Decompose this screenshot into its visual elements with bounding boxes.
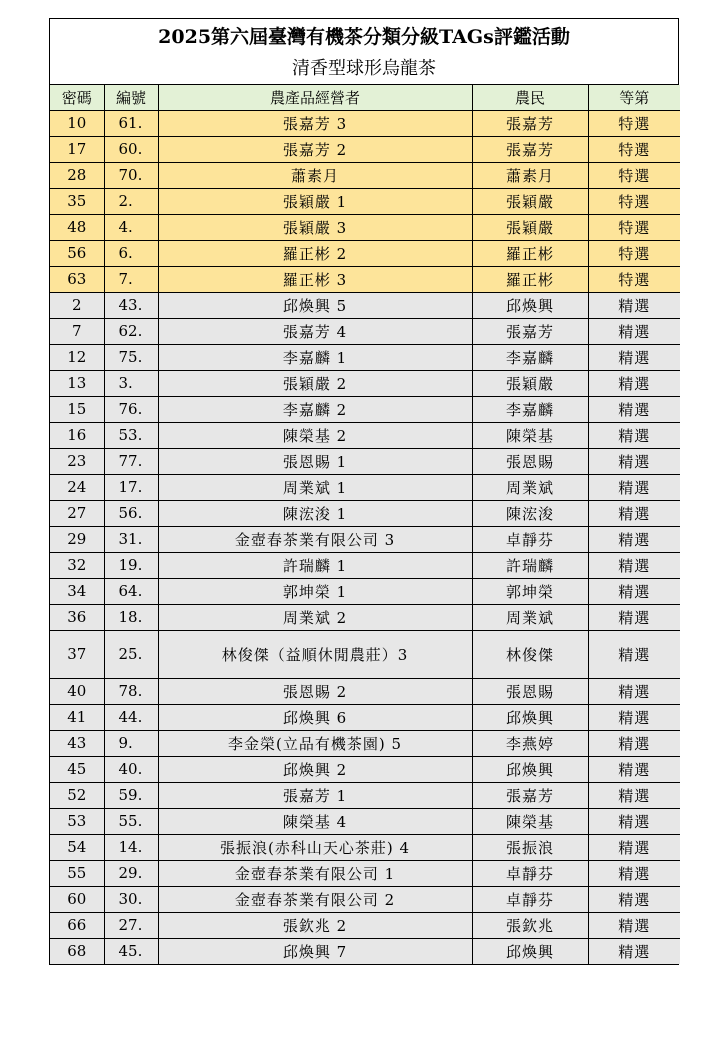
- table-row: [50, 422, 680, 448]
- cell-farmer: 張欽兆: [472, 912, 588, 938]
- cell-farmer: 蕭素月: [472, 162, 588, 188]
- table-row: [50, 240, 680, 266]
- cell-farmer: 羅正彬: [472, 266, 588, 292]
- cell-farmer: 許瑞麟: [472, 552, 588, 578]
- cell-operator: 金壺春茶業有限公司 2: [158, 886, 472, 912]
- cell-grade: 精選: [588, 730, 680, 756]
- table-row: [50, 162, 680, 188]
- table-row: [50, 938, 680, 964]
- table-row: [50, 318, 680, 344]
- cell-number: 3.: [104, 370, 158, 396]
- cell-operator: 張穎嚴 2: [158, 370, 472, 396]
- cell-farmer: 張穎嚴: [472, 370, 588, 396]
- table-row: [50, 912, 680, 938]
- cell-number: 62.: [104, 318, 158, 344]
- cell-code: 53: [50, 808, 104, 834]
- table-row: [50, 886, 680, 912]
- cell-grade: 精選: [588, 552, 680, 578]
- cell-grade: 精選: [588, 448, 680, 474]
- cell-operator: 張恩賜 2: [158, 678, 472, 704]
- cell-number: 56.: [104, 500, 158, 526]
- cell-farmer: 邱煥興: [472, 704, 588, 730]
- cell-number: 55.: [104, 808, 158, 834]
- cell-grade: 精選: [588, 370, 680, 396]
- table-row: [50, 578, 680, 604]
- cell-number: 61.: [104, 110, 158, 136]
- cell-grade: 精選: [588, 396, 680, 422]
- cell-code: 60: [50, 886, 104, 912]
- table-row: [50, 396, 680, 422]
- cell-farmer: 周業斌: [472, 604, 588, 630]
- table-row: [50, 630, 680, 678]
- results-sheet: [49, 18, 679, 965]
- table-row: [50, 110, 680, 136]
- table-row: [50, 448, 680, 474]
- table-row: [50, 292, 680, 318]
- cell-operator: 李嘉麟 1: [158, 344, 472, 370]
- cell-grade: 特選: [588, 110, 680, 136]
- cell-number: 17.: [104, 474, 158, 500]
- cell-operator: 張穎嚴 1: [158, 188, 472, 214]
- cell-farmer: 郭坤榮: [472, 578, 588, 604]
- table-row: [50, 678, 680, 704]
- table-row: [50, 756, 680, 782]
- cell-grade: 特選: [588, 266, 680, 292]
- table-row: [50, 344, 680, 370]
- table-row: [50, 136, 680, 162]
- cell-code: 36: [50, 604, 104, 630]
- cell-operator: 李嘉麟 2: [158, 396, 472, 422]
- cell-farmer: 周業斌: [472, 474, 588, 500]
- cell-operator: 邱煥興 6: [158, 704, 472, 730]
- cell-code: 16: [50, 422, 104, 448]
- cell-code: 13: [50, 370, 104, 396]
- cell-operator: 張振浪(赤科山天心茶莊) 4: [158, 834, 472, 860]
- cell-code: 15: [50, 396, 104, 422]
- cell-operator: 張嘉芳 4: [158, 318, 472, 344]
- cell-code: 66: [50, 912, 104, 938]
- cell-number: 53.: [104, 422, 158, 448]
- header-row: [50, 85, 680, 110]
- cell-grade: 精選: [588, 500, 680, 526]
- table-row: [50, 266, 680, 292]
- cell-grade: 精選: [588, 344, 680, 370]
- table-row: [50, 188, 680, 214]
- cell-farmer: 張嘉芳: [472, 136, 588, 162]
- cell-operator: 張穎嚴 3: [158, 214, 472, 240]
- cell-code: 68: [50, 938, 104, 964]
- cell-code: 35: [50, 188, 104, 214]
- table-row: [50, 370, 680, 396]
- cell-operator: 張恩賜 1: [158, 448, 472, 474]
- cell-operator: 陳榮基 4: [158, 808, 472, 834]
- table-row: [50, 834, 680, 860]
- table-row: [50, 500, 680, 526]
- cell-farmer: 李嘉麟: [472, 396, 588, 422]
- cell-operator: 林俊傑（益順休閒農莊）3: [158, 630, 472, 678]
- cell-operator: 金壺春茶業有限公司 1: [158, 860, 472, 886]
- cell-grade: 精選: [588, 834, 680, 860]
- cell-code: 52: [50, 782, 104, 808]
- page-title: 2025第六屆臺灣有機茶分類分級TAGs評鑑活動: [158, 26, 570, 48]
- cell-code: 55: [50, 860, 104, 886]
- cell-operator: 陳榮基 2: [158, 422, 472, 448]
- cell-operator: 蕭素月: [158, 162, 472, 188]
- cell-grade: 精選: [588, 756, 680, 782]
- results-table: [50, 85, 680, 964]
- cell-number: 40.: [104, 756, 158, 782]
- table-row: [50, 526, 680, 552]
- cell-code: 7: [50, 318, 104, 344]
- cell-operator: 金壺春茶業有限公司 3: [158, 526, 472, 552]
- cell-number: 4.: [104, 214, 158, 240]
- cell-farmer: 陳榮基: [472, 808, 588, 834]
- cell-operator: 陳浤浚 1: [158, 500, 472, 526]
- cell-operator: 李金榮(立品有機茶園) 5: [158, 730, 472, 756]
- cell-code: 37: [50, 630, 104, 678]
- cell-farmer: 張嘉芳: [472, 782, 588, 808]
- cell-farmer: 張振浪: [472, 834, 588, 860]
- cell-grade: 精選: [588, 422, 680, 448]
- cell-code: 48: [50, 214, 104, 240]
- table-row: [50, 730, 680, 756]
- cell-farmer: 邱煥興: [472, 938, 588, 964]
- cell-grade: 特選: [588, 188, 680, 214]
- cell-grade: 精選: [588, 604, 680, 630]
- column-header-grade: 等第: [588, 85, 680, 110]
- cell-grade: 精選: [588, 630, 680, 678]
- cell-grade: 精選: [588, 704, 680, 730]
- table-row: [50, 474, 680, 500]
- cell-code: 29: [50, 526, 104, 552]
- cell-number: 76.: [104, 396, 158, 422]
- cell-farmer: 陳榮基: [472, 422, 588, 448]
- cell-farmer: 卓靜芬: [472, 886, 588, 912]
- column-header-operator: 農產品經營者: [158, 85, 472, 110]
- cell-farmer: 卓靜芬: [472, 526, 588, 552]
- cell-farmer: 卓靜芬: [472, 860, 588, 886]
- cell-grade: 精選: [588, 578, 680, 604]
- cell-number: 45.: [104, 938, 158, 964]
- column-header-number: 編號: [104, 85, 158, 110]
- cell-grade: 精選: [588, 318, 680, 344]
- cell-farmer: 李燕婷: [472, 730, 588, 756]
- cell-number: 31.: [104, 526, 158, 552]
- cell-code: 2: [50, 292, 104, 318]
- cell-operator: 邱煥興 7: [158, 938, 472, 964]
- cell-grade: 精選: [588, 886, 680, 912]
- cell-number: 75.: [104, 344, 158, 370]
- cell-farmer: 林俊傑: [472, 630, 588, 678]
- cell-code: 40: [50, 678, 104, 704]
- cell-grade: 精選: [588, 526, 680, 552]
- cell-code: 63: [50, 266, 104, 292]
- table-body: [50, 110, 680, 964]
- cell-code: 54: [50, 834, 104, 860]
- cell-operator: 邱煥興 5: [158, 292, 472, 318]
- cell-operator: 張嘉芳 3: [158, 110, 472, 136]
- cell-farmer: 張恩賜: [472, 448, 588, 474]
- cell-operator: 許瑞麟 1: [158, 552, 472, 578]
- page-subtitle: 清香型球形烏龍茶: [50, 55, 678, 85]
- cell-number: 30.: [104, 886, 158, 912]
- cell-operator: 張嘉芳 2: [158, 136, 472, 162]
- cell-code: 23: [50, 448, 104, 474]
- cell-farmer: 邱煥興: [472, 292, 588, 318]
- table-row: [50, 808, 680, 834]
- cell-grade: 精選: [588, 808, 680, 834]
- cell-operator: 周業斌 2: [158, 604, 472, 630]
- cell-operator: 羅正彬 3: [158, 266, 472, 292]
- table-row: [50, 552, 680, 578]
- cell-operator: 周業斌 1: [158, 474, 472, 500]
- cell-number: 70.: [104, 162, 158, 188]
- cell-farmer: 張穎嚴: [472, 188, 588, 214]
- cell-code: 41: [50, 704, 104, 730]
- cell-number: 6.: [104, 240, 158, 266]
- cell-code: 28: [50, 162, 104, 188]
- cell-grade: 精選: [588, 474, 680, 500]
- cell-number: 18.: [104, 604, 158, 630]
- table-row: [50, 604, 680, 630]
- cell-code: 12: [50, 344, 104, 370]
- cell-operator: 邱煥興 2: [158, 756, 472, 782]
- cell-grade: 特選: [588, 136, 680, 162]
- cell-number: 19.: [104, 552, 158, 578]
- cell-grade: 精選: [588, 860, 680, 886]
- cell-number: 2.: [104, 188, 158, 214]
- cell-grade: 特選: [588, 214, 680, 240]
- cell-code: 43: [50, 730, 104, 756]
- cell-farmer: 陳浤浚: [472, 500, 588, 526]
- cell-number: 78.: [104, 678, 158, 704]
- cell-number: 29.: [104, 860, 158, 886]
- cell-farmer: 邱煥興: [472, 756, 588, 782]
- cell-number: 60.: [104, 136, 158, 162]
- cell-grade: 精選: [588, 938, 680, 964]
- cell-number: 77.: [104, 448, 158, 474]
- cell-farmer: 張恩賜: [472, 678, 588, 704]
- cell-number: 7.: [104, 266, 158, 292]
- cell-operator: 張欽兆 2: [158, 912, 472, 938]
- cell-code: 17: [50, 136, 104, 162]
- cell-number: 27.: [104, 912, 158, 938]
- cell-code: 10: [50, 110, 104, 136]
- cell-farmer: 張嘉芳: [472, 318, 588, 344]
- cell-code: 34: [50, 578, 104, 604]
- cell-grade: 精選: [588, 292, 680, 318]
- cell-grade: 特選: [588, 240, 680, 266]
- cell-farmer: 張穎嚴: [472, 214, 588, 240]
- cell-number: 44.: [104, 704, 158, 730]
- table-row: [50, 214, 680, 240]
- column-header-code: 密碼: [50, 85, 104, 110]
- cell-farmer: 羅正彬: [472, 240, 588, 266]
- table-row: [50, 704, 680, 730]
- cell-number: 43.: [104, 292, 158, 318]
- cell-number: 9.: [104, 730, 158, 756]
- cell-farmer: 張嘉芳: [472, 110, 588, 136]
- cell-grade: 精選: [588, 678, 680, 704]
- column-header-farmer: 農民: [472, 85, 588, 110]
- cell-number: 59.: [104, 782, 158, 808]
- cell-code: 24: [50, 474, 104, 500]
- cell-code: 27: [50, 500, 104, 526]
- table-row: [50, 860, 680, 886]
- cell-grade: 精選: [588, 782, 680, 808]
- cell-grade: 精選: [588, 912, 680, 938]
- cell-grade: 特選: [588, 162, 680, 188]
- cell-operator: 張嘉芳 1: [158, 782, 472, 808]
- cell-number: 14.: [104, 834, 158, 860]
- cell-number: 25.: [104, 630, 158, 678]
- cell-number: 64.: [104, 578, 158, 604]
- cell-operator: 郭坤榮 1: [158, 578, 472, 604]
- cell-code: 45: [50, 756, 104, 782]
- cell-operator: 羅正彬 2: [158, 240, 472, 266]
- cell-farmer: 李嘉麟: [472, 344, 588, 370]
- cell-code: 56: [50, 240, 104, 266]
- cell-code: 32: [50, 552, 104, 578]
- table-row: [50, 782, 680, 808]
